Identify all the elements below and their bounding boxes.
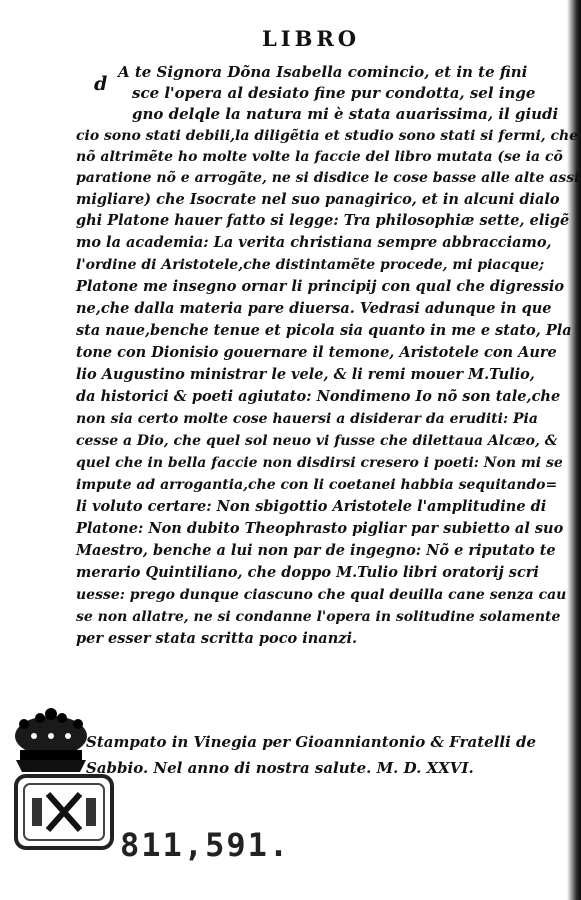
text-line: da historici & poeti agiutato: Nondimeno Io nõ son tale,che [76,388,561,405]
shelf-number: 811,591. [120,826,291,864]
text-line: uesse: prego dunque ciascuno che qual deuilla cane senza cau [76,587,567,603]
colophon-line: Stampato in Vinegia per Gioanniantonio & Fratelli de [86,733,537,751]
text-line: quel che in bella faccie non disdirsi cresero i poeti: Non mi se [76,455,563,471]
margin-letter: d [94,73,108,95]
text-line: Platone me insegno ornar li principij con qual che digressio [76,278,565,295]
text-line: merario Quintiliano, che doppo M.Tulio libri oratorij scri [76,564,539,581]
text-line: non sia certo molte cose hauersi a disiderar da eruditi: Pia [76,411,538,427]
text-line: ghi Platone hauer fatto si legge: Tra philosophiæ sette, eligẽ [76,212,570,229]
text-line: per esser stata scritta poco inanzi. [76,630,358,647]
text-line: impute ad arrogantia,che con li coetanei habbia sequitando= [76,477,558,493]
text-line: Maestro, benche a lui non par de ingegno: Nõ e riputato te [76,542,556,559]
text-line: mo la academia: La verita christiana sempre abbracciamo, [76,234,552,251]
text-line: A te Signora Dõna Isabella comincio, et in te fini [118,63,528,81]
text-line: migliare) che Isocrate nel suo panagirico, et in alcuni dialo [76,191,560,208]
text-line: li voluto certare: Non sbigottio Aristotele l'amplitudine di [76,498,547,515]
text-line: ne,che dalla materia pare diuersa. Vedrasi adunque in que [76,300,552,317]
text-line: paratione nõ e arrogãte, ne si disdice le cose basse alle alte assi [76,170,580,186]
running-title: LIBRO [262,26,361,51]
text-line: lio Augustino ministrar le vele, & li remi mouer M.Tulio, [76,366,535,383]
text-line: tone con Dionisio gouernare il temone, Aristotele con Aure [76,344,557,361]
text-line: l'ordine di Aristotele,che distintamẽte procede, mi piacque; [76,257,545,273]
text-line: sta naue,benche tenue et picola sia quanto in me e stato, Pla [76,322,572,339]
text-line: sce l'opera al desiato fine pur condotta, sel inge [132,84,536,102]
text-line: se non allatre, ne si condanne l'opera in solitudine solamente [76,609,561,625]
colophon-line: Sabbio. Nel anno di nostra salute. M. D. XXVI. [86,759,474,777]
text-line: nõ altrimẽte ho molte volte la faccie del libro mutata (se ia cõ [76,149,563,165]
crown-stamp [10,706,92,774]
library-stamp [14,774,114,850]
text-line: cesse a Dio, che quel sol neuo vi fusse che dilettaua Alcæo, & [76,433,558,449]
text-line: gno delqle la natura mi è stata auarissima, il giudi [132,105,559,123]
text-line: Platone: Non dubito Theophrasto pigliar par subietto al suo [76,520,564,537]
text-line: cio sono stati debili,la diligẽtia et studio sono stati si fermi, che [76,128,579,144]
